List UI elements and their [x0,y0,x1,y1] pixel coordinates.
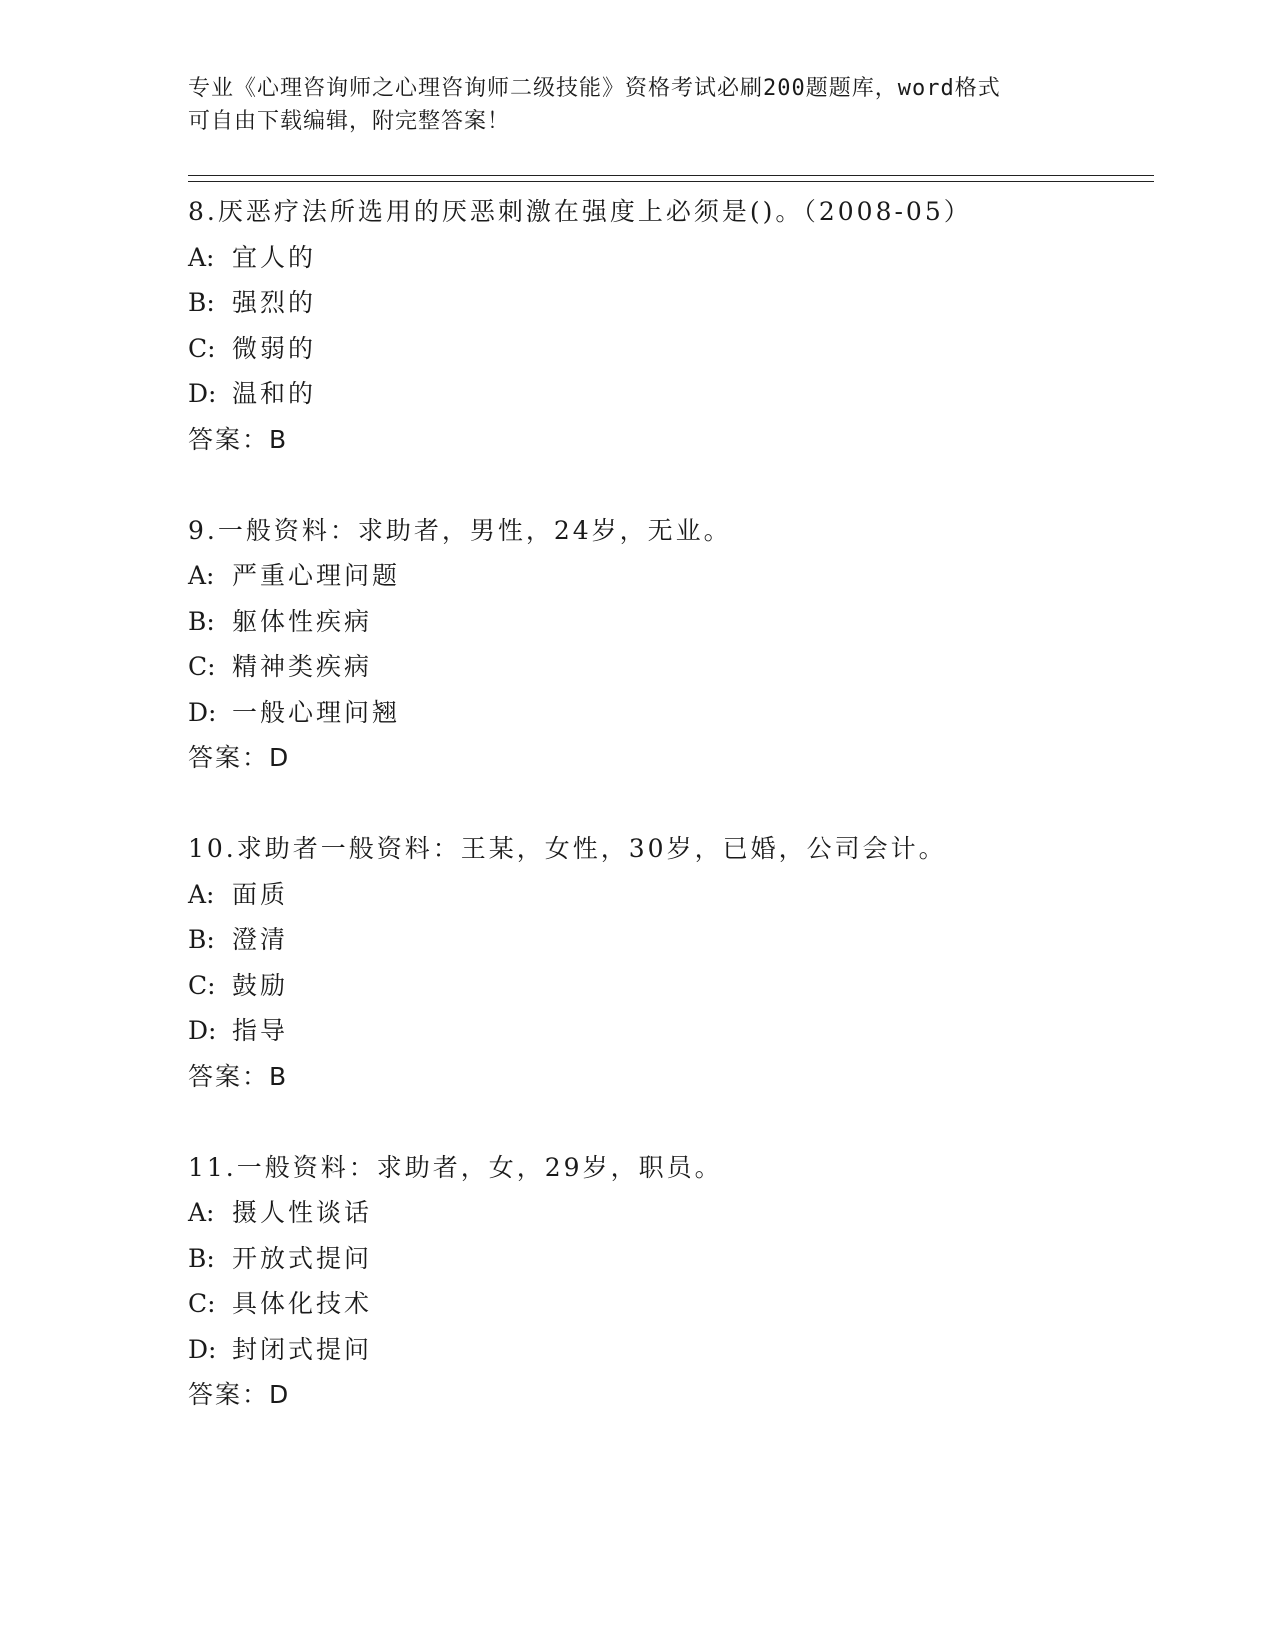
question-8 [188,189,1148,462]
answer-line: 答案：D [188,1380,291,1409]
option-b [188,917,1148,963]
header-divider-top [188,175,1154,176]
option-text: 封闭式提问 [232,1334,373,1364]
option-a [188,235,1148,281]
option-c [188,644,1148,690]
option-text: 精神类疾病 [232,652,373,681]
option-text: 强烈的 [232,288,317,317]
answer-line: 答案：B [188,424,289,454]
option-text: 一般心理问翘 [232,697,401,727]
option-letter: B: [188,288,215,317]
option-letter: A: [188,561,215,590]
option-a [188,553,1148,599]
option-c [188,963,1148,1009]
answer-line: 答案：B [188,1061,289,1091]
option-text: 鼓励 [232,970,289,1000]
question-9 [188,508,1148,781]
option-letter: C: [188,1289,216,1318]
question-list [188,189,1148,1463]
header-line-1: 专业《心理咨询师之心理咨询师二级技能》资格考试必刷200题题库，word格式 [188,76,1001,101]
header-divider-bottom [188,181,1154,182]
option-text: 具体化技术 [232,1289,373,1318]
option-d [188,1008,1148,1054]
option-letter: A: [188,879,215,909]
option-letter: A: [188,1198,215,1227]
option-d [188,371,1148,417]
question-stem: 11.一般资料：求助者，女，29岁，职员。 [188,1152,723,1182]
option-letter: D: [188,1016,217,1045]
question-10 [188,826,1148,1099]
option-text: 温和的 [232,379,317,408]
option-text: 指导 [232,1016,289,1045]
option-letter: A: [188,242,215,272]
option-text: 开放式提问 [232,1243,373,1273]
option-d [188,1327,1148,1373]
option-text: 宜人的 [232,242,317,272]
option-letter: D: [188,697,217,727]
question-stem: 8.厌恶疗法所选用的厌恶刺激在强度上必须是()。（2008-05） [188,197,972,226]
question-stem: 10.求助者一般资料：王某，女性，30岁，已婚，公司会计。 [188,834,947,863]
option-text: 面质 [232,879,289,909]
option-letter: D: [188,1334,217,1364]
option-text: 澄清 [232,925,289,954]
option-c [188,1281,1148,1327]
answer-line: 答案：D [188,743,291,772]
document-header [188,72,1088,138]
option-text: 躯体性疾病 [232,606,373,636]
question-stem: 9.一般资料：求助者，男性，24岁，无业。 [188,515,732,545]
option-b [188,599,1148,645]
option-b [188,1236,1148,1282]
option-letter: B: [188,1243,215,1273]
option-letter: B: [188,925,215,954]
option-a [188,1190,1148,1236]
option-letter: C: [188,333,216,363]
option-letter: D: [188,379,217,408]
option-text: 微弱的 [232,333,317,363]
option-letter: B: [188,606,215,636]
option-text: 摄人性谈话 [232,1198,373,1227]
option-letter: C: [188,970,216,1000]
option-d [188,690,1148,736]
header-line-2: 可自由下载编辑，附完整答案！ [188,109,511,134]
option-b [188,280,1148,326]
option-letter: C: [188,652,216,681]
option-text: 严重心理问题 [232,561,401,590]
question-11 [188,1145,1148,1418]
option-c [188,326,1148,372]
option-a [188,872,1148,918]
